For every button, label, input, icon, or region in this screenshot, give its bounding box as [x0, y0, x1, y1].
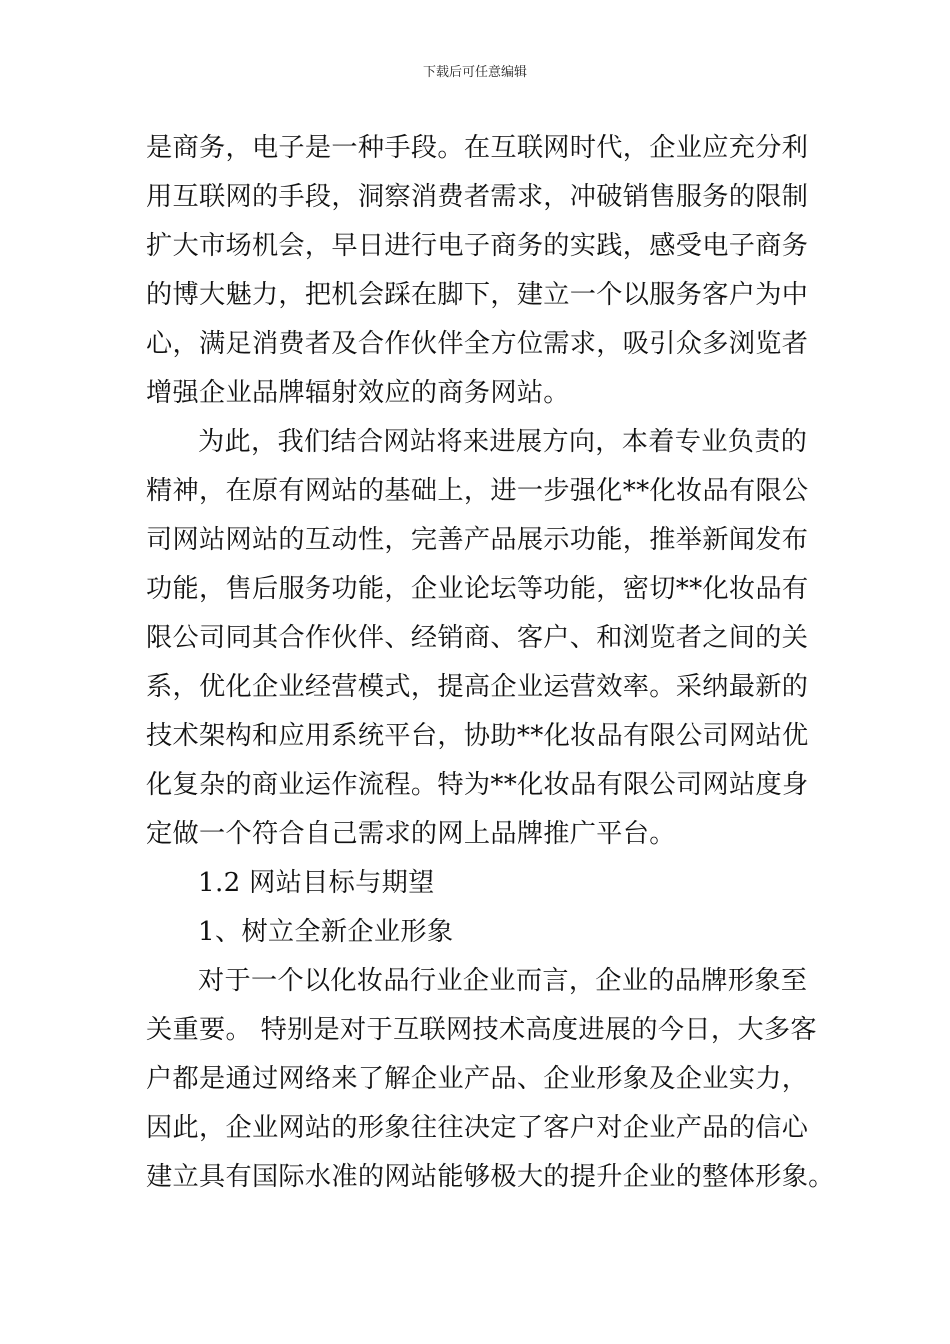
- section-heading: 1.2 网站目标与期望: [198, 868, 435, 898]
- paragraph-line: 的博大魅力，把机会踩在脚下，建立一个以服务客户为中: [146, 280, 809, 310]
- paragraph-line: 是商务，电子是一种手段。在互联网时代，企业应充分利: [146, 133, 809, 163]
- paragraph-line: 系，优化企业经营模式，提高企业运营效率。采纳最新的: [146, 672, 809, 702]
- paragraph-line: 精神，在原有网站的基础上，进一步强化**化妆品有限公: [146, 476, 809, 506]
- paragraph-line: 建立具有国际水准的网站能够极大的提升企业的整体形象。: [146, 1162, 835, 1192]
- document-body: [146, 124, 835, 1202]
- paragraph-line: 化复杂的商业运作流程。特为**化妆品有限公司网站度身: [146, 770, 809, 800]
- paragraph-line: 增强企业品牌辐射效应的商务网站。: [146, 378, 570, 408]
- paragraph-line: 技术架构和应用系统平台，协助**化妆品有限公司网站优: [146, 721, 809, 751]
- paragraph-line: 扩大市场机会，早日进行电子商务的实践，感受电子商务: [146, 231, 809, 261]
- paragraph-line: 功能，售后服务功能，企业论坛等功能，密切**化妆品有: [146, 574, 809, 604]
- paragraph-line: 对于一个以化妆品行业企业而言，企业的品牌形象至: [198, 966, 808, 996]
- paragraph-line: 为此，我们结合网站将来进展方向，本着专业负责的: [198, 427, 808, 457]
- paragraph-line: 户都是通过网络来了解企业产品、企业形象及企业实力，: [146, 1064, 809, 1094]
- paragraph-line: 司网站网站的互动性，完善产品展示功能，推举新闻发布: [146, 525, 809, 555]
- paragraph-line: 关重要。 特别是对于互联网技术高度进展的今日，大多客: [146, 1015, 817, 1045]
- paragraph-line: 因此，企业网站的形象往往决定了客户对企业产品的信心: [146, 1113, 809, 1143]
- paragraph-line: 限公司同其合作伙伴、经销商、客户、和浏览者之间的关: [146, 623, 809, 653]
- paragraph-line: 定做一个符合自己需求的网上品牌推广平台。: [146, 819, 676, 849]
- paragraph-line: 心，满足消费者及合作伙伴全方位需求，吸引众多浏览者: [146, 329, 809, 359]
- paragraph-line: 用互联网的手段，洞察消费者需求，冲破销售服务的限制: [146, 182, 809, 212]
- subsection-heading: 1、树立全新企业形象: [198, 917, 454, 947]
- page-header: 下载后可任意编辑: [422, 65, 527, 80]
